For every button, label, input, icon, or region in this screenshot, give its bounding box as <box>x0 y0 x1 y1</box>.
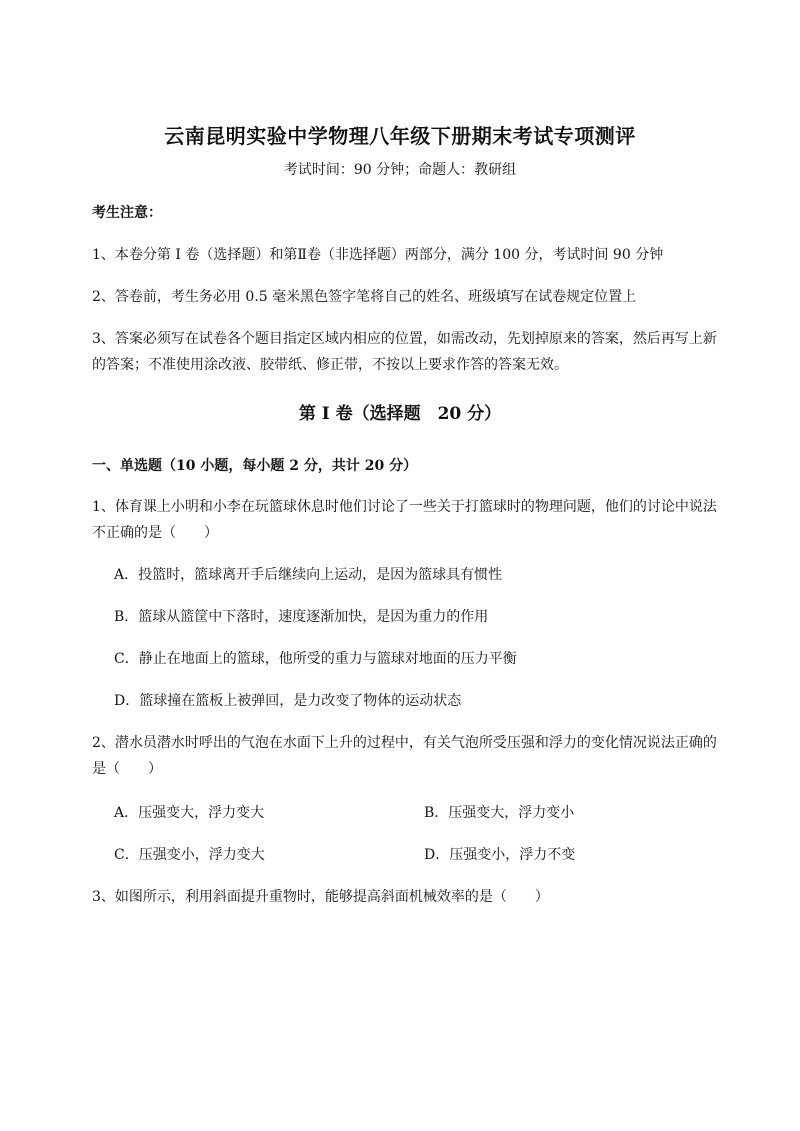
notice-item-1: 1、本卷分第 I 卷（选择题）和第Ⅱ卷（非选择题）两部分，满分 100 分，考试时间 90 分钟 <box>92 247 664 263</box>
part-heading: 一、单选题（10 小题，每小题 2 分，共计 20 分） <box>92 458 418 474</box>
question-1-option-b: B．篮球从篮筐中下落时，速度逐渐加快，是因为重力的作用 <box>114 609 489 625</box>
question-1-option-d: D．篮球撞在篮板上被弹回，是力改变了物体的运动状态 <box>114 693 462 709</box>
question-2-option-c: C．压强变小，浮力变大 <box>114 847 265 863</box>
question-2-option-a: A．压强变大，浮力变大 <box>114 805 265 821</box>
notice-item-3: 3、答案必须写在试卷各个题目指定区域内相应的位置，如需改动，先划掉原来的答案，然后再写上新 <box>92 331 717 347</box>
notice-heading: 考生注意： <box>92 205 162 221</box>
notice-item-3-continued: 的答案；不准使用涂改液、胶带纸、修正带，不按以上要求作答的答案无效。 <box>92 357 568 373</box>
question-3-stem: 3、如图所示，利用斜面提升重物时，能够提高斜面机械效率的是（ ） <box>92 889 549 905</box>
exam-title: 云南昆明实验中学物理八年级下册期末考试专项测评 <box>164 124 636 148</box>
exam-subtitle: 考试时间：90 分钟；命题人：教研组 <box>283 162 517 178</box>
question-2-option-b: B．压强变大，浮力变小 <box>424 805 575 821</box>
question-1-option-a: A．投篮时，篮球离开手后继续向上运动，是因为篮球具有惯性 <box>114 567 503 583</box>
question-2-stem: 2、潜水员潜水时呼出的气泡在水面下上升的过程中，有关气泡所受压强和浮力的变化情况说法正确的 <box>92 735 717 751</box>
section-title: 第 I 卷（选择题 20 分） <box>298 404 502 424</box>
notice-item-2: 2、答卷前，考生务必用 0.5 毫米黑色签字笔将自己的姓名、班级填写在试卷规定位置上 <box>92 289 637 305</box>
question-1-stem-continued: 不正确的是（ ） <box>92 525 218 541</box>
question-2-stem-continued: 是（ ） <box>92 761 162 777</box>
question-2-option-d: D．压强变小，浮力不变 <box>424 847 576 863</box>
question-1-stem: 1、体育课上小明和小李在玩篮球休息时他们讨论了一些关于打篮球时的物理问题，他们的讨论中说法 <box>92 499 717 515</box>
question-1-option-c: C．静止在地面上的篮球，他所受的重力与篮球对地面的压力平衡 <box>114 651 517 667</box>
